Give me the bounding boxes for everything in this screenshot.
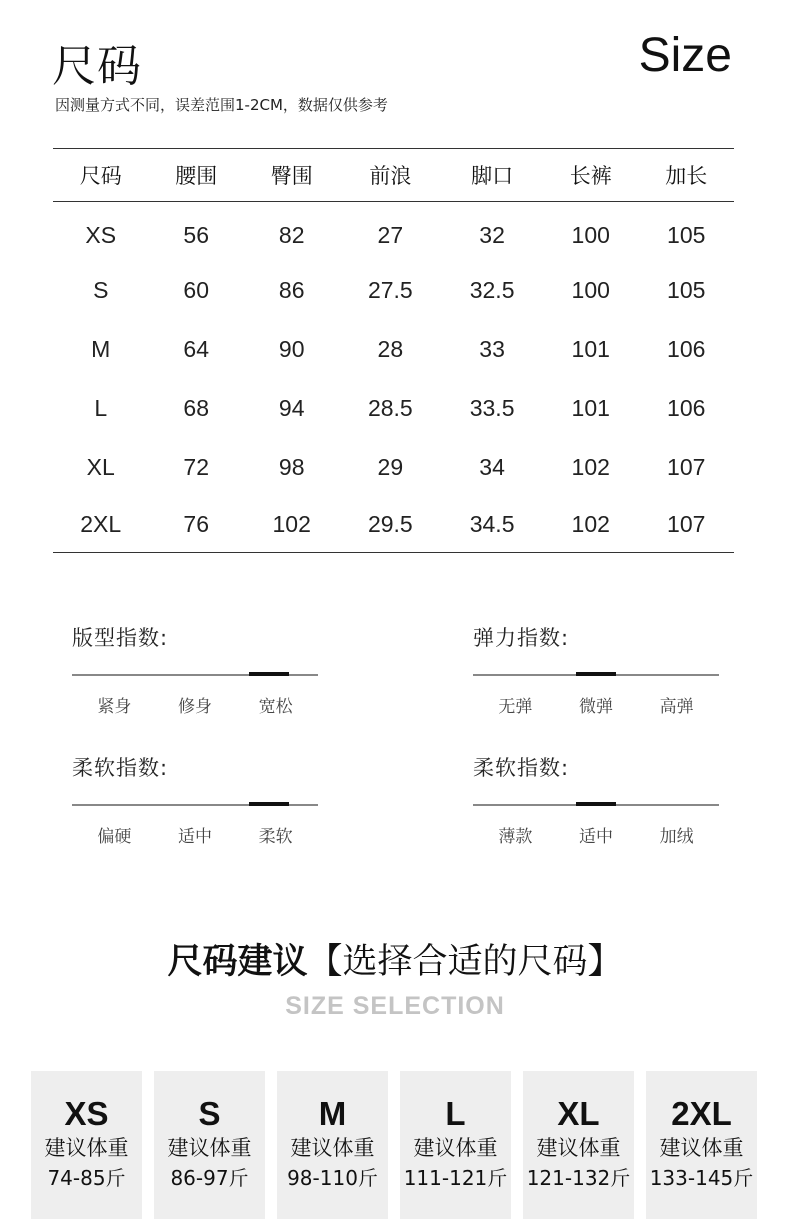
fit-index-bar bbox=[72, 674, 318, 676]
stretch-index bbox=[473, 622, 719, 717]
page-title-cn: 尺码 bbox=[52, 41, 142, 92]
card-weight-range: 86-97斤 bbox=[170, 1166, 249, 1190]
measurement-cell: 106 bbox=[667, 335, 706, 362]
fit-index-option: 紧身 bbox=[97, 697, 132, 717]
measurement-cell: 34 bbox=[479, 453, 505, 480]
size-table bbox=[53, 148, 734, 553]
measurement-cell: 29.5 bbox=[339, 497, 441, 553]
softness-index-marker bbox=[249, 802, 289, 806]
thickness-index-label: 柔软指数: bbox=[473, 756, 570, 780]
size-cell: 2XL bbox=[53, 497, 148, 553]
card-weight-range: 111-121斤 bbox=[403, 1166, 508, 1190]
col-header: 长裤 bbox=[543, 149, 638, 202]
card-weight-range: 133-145斤 bbox=[649, 1166, 754, 1190]
measurement-cell: 105 bbox=[667, 221, 706, 248]
measurement-cell: 102 bbox=[543, 497, 638, 553]
table-row bbox=[53, 438, 734, 497]
col-header: 尺码 bbox=[53, 149, 148, 202]
card-size: L bbox=[445, 1095, 466, 1132]
measurement-note: 因测量方式不同，误差范围1-2CM，数据仅供参考 bbox=[55, 96, 388, 114]
measurement-cell: 101 bbox=[571, 335, 610, 362]
col-header: 脚口 bbox=[441, 149, 543, 202]
measurement-cell: 56 bbox=[183, 221, 210, 248]
size-cell: XL bbox=[86, 453, 115, 480]
measurement-cell: 90 bbox=[278, 335, 305, 362]
measurement-cell: 32.5 bbox=[469, 276, 515, 303]
table-row bbox=[53, 320, 734, 379]
stretch-index-option: 高弹 bbox=[659, 697, 694, 717]
measurement-cell: 33 bbox=[479, 335, 505, 362]
measurement-cell: 32 bbox=[479, 221, 505, 248]
thickness-index bbox=[473, 752, 719, 847]
card-size: M bbox=[318, 1095, 347, 1132]
measurement-cell: 34.5 bbox=[441, 497, 543, 553]
card-size: S bbox=[198, 1095, 221, 1132]
card-label: 建议体重 bbox=[44, 1136, 129, 1160]
card-label: 建议体重 bbox=[290, 1136, 375, 1160]
size-cell: M bbox=[91, 335, 111, 362]
measurement-cell: 82 bbox=[278, 221, 305, 248]
size-card bbox=[31, 1071, 142, 1219]
measurement-cell: 107 bbox=[667, 453, 706, 480]
recommendation-title-rest: 【选择合适的尺码】 bbox=[307, 942, 623, 982]
card-weight-range: 74-85斤 bbox=[47, 1166, 126, 1190]
card-weight-range: 121-132斤 bbox=[526, 1166, 631, 1190]
size-cell: XS bbox=[85, 221, 117, 248]
stretch-index-marker bbox=[576, 672, 616, 676]
recommendation-title bbox=[0, 934, 790, 984]
card-size: XL bbox=[557, 1095, 600, 1132]
softness-index-bar bbox=[72, 804, 318, 806]
table-row bbox=[53, 261, 734, 320]
size-cell: S bbox=[93, 276, 109, 303]
fit-index bbox=[72, 622, 318, 717]
softness-index-option: 偏硬 bbox=[97, 827, 132, 847]
softness-index-option: 适中 bbox=[177, 827, 212, 847]
measurement-cell: 94 bbox=[278, 394, 305, 421]
thickness-index-marker bbox=[576, 802, 616, 806]
table-row bbox=[53, 497, 734, 553]
fit-index-option: 修身 bbox=[177, 697, 212, 717]
measurement-cell: 102 bbox=[244, 497, 339, 553]
table-body bbox=[53, 202, 734, 553]
stretch-index-option: 微弹 bbox=[578, 697, 613, 717]
col-header: 前浪 bbox=[339, 149, 441, 202]
size-card bbox=[154, 1071, 265, 1219]
softness-index bbox=[72, 752, 318, 847]
measurement-cell: 68 bbox=[183, 394, 210, 421]
measurement-cell: 100 bbox=[571, 221, 610, 248]
col-header: 臀围 bbox=[244, 149, 339, 202]
fit-index-label: 版型指数: bbox=[72, 626, 169, 650]
measurement-cell: 28 bbox=[377, 335, 404, 362]
size-cell: L bbox=[94, 394, 108, 421]
stretch-index-label: 弹力指数: bbox=[473, 626, 570, 650]
table-row bbox=[53, 379, 734, 438]
measurement-cell: 60 bbox=[183, 276, 210, 303]
recommendation-title-bold: 尺码建议 bbox=[167, 942, 308, 982]
measurement-cell: 105 bbox=[667, 276, 706, 303]
thickness-index-option: 薄款 bbox=[498, 827, 533, 847]
recommendation-subtitle: SIZE SELECTION bbox=[285, 992, 505, 1020]
card-size: 2XL bbox=[671, 1095, 732, 1132]
card-label: 建议体重 bbox=[167, 1136, 252, 1160]
card-weight-range: 98-110斤 bbox=[287, 1166, 378, 1190]
table-row bbox=[53, 202, 734, 261]
measurement-cell: 27.5 bbox=[367, 276, 413, 303]
softness-index-label: 柔软指数: bbox=[72, 756, 169, 780]
col-header: 加长 bbox=[638, 149, 734, 202]
thickness-index-option: 加绒 bbox=[659, 827, 694, 847]
stretch-index-bar bbox=[473, 674, 719, 676]
measurement-cell: 106 bbox=[667, 394, 706, 421]
softness-index-option: 柔软 bbox=[258, 827, 293, 847]
measurement-cell: 27 bbox=[377, 221, 404, 248]
card-label: 建议体重 bbox=[659, 1136, 744, 1160]
card-label: 建议体重 bbox=[413, 1136, 498, 1160]
measurement-cell: 28.5 bbox=[367, 394, 413, 421]
size-cards bbox=[31, 1071, 757, 1219]
measurement-cell: 33.5 bbox=[469, 394, 515, 421]
measurement-cell: 98 bbox=[278, 453, 305, 480]
size-card bbox=[277, 1071, 388, 1219]
measurement-cell: 72 bbox=[183, 453, 210, 480]
thickness-index-bar bbox=[473, 804, 719, 806]
thickness-index-option: 适中 bbox=[578, 827, 613, 847]
col-header: 腰围 bbox=[148, 149, 243, 202]
measurement-cell: 100 bbox=[571, 276, 610, 303]
fit-index-marker bbox=[249, 672, 289, 676]
measurement-cell: 29 bbox=[377, 453, 404, 480]
measurement-cell: 101 bbox=[571, 394, 610, 421]
measurement-cell: 102 bbox=[571, 453, 610, 480]
card-label: 建议体重 bbox=[536, 1136, 621, 1160]
card-size: XS bbox=[64, 1095, 109, 1132]
size-card bbox=[646, 1071, 757, 1219]
measurement-cell: 64 bbox=[183, 335, 210, 362]
page-title-en: Size bbox=[638, 29, 732, 82]
measurement-cell: 76 bbox=[148, 497, 243, 553]
fit-index-option: 宽松 bbox=[258, 697, 293, 717]
stretch-index-option: 无弹 bbox=[498, 697, 533, 717]
measurement-cell: 107 bbox=[638, 497, 734, 553]
measurement-cell: 86 bbox=[278, 276, 305, 303]
size-card bbox=[523, 1071, 634, 1219]
table-header-row bbox=[53, 149, 734, 202]
size-card bbox=[400, 1071, 511, 1219]
